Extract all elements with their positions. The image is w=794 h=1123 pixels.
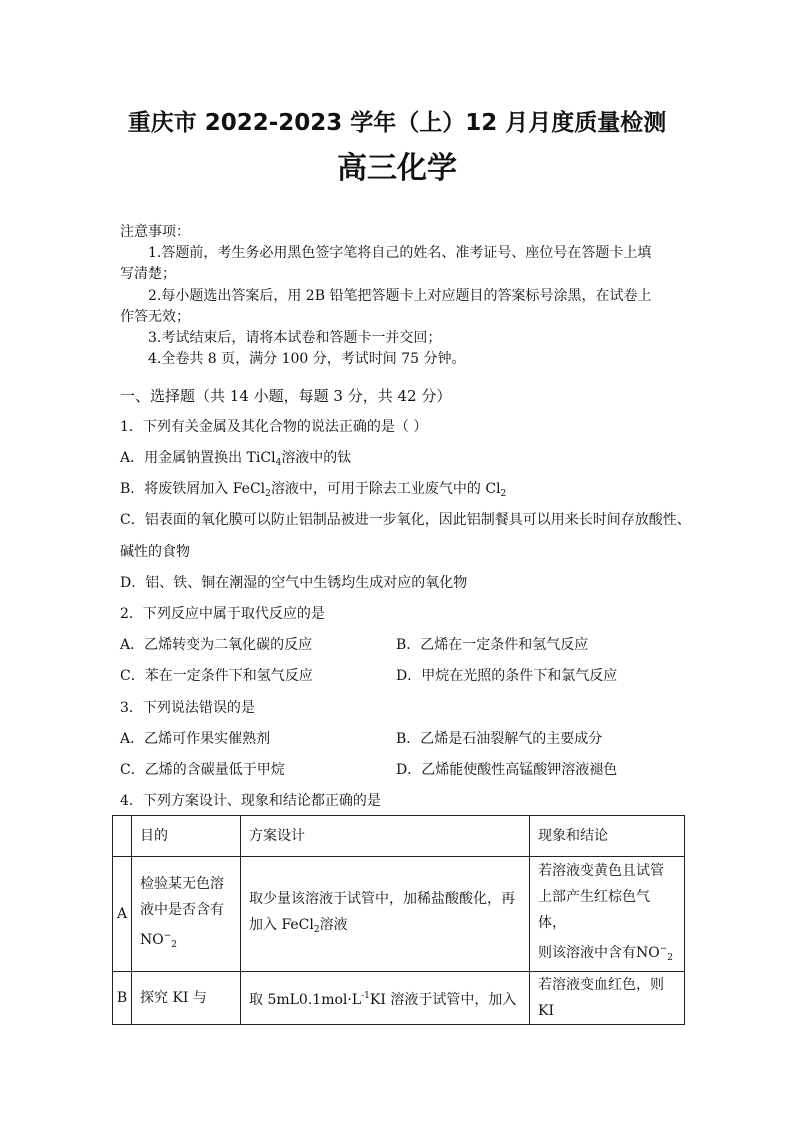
note-4: 4.全卷共 8 页，满分 100 分，考试时间 75 分钟。 <box>148 351 466 367</box>
q1-b-sub: 2 <box>265 489 271 499</box>
row-a-design-line1: 取少量该溶液于试管中，加稀盐酸酸化，再 <box>249 890 515 907</box>
result-ion: NO <box>636 944 660 961</box>
row-b-design <box>241 972 530 1025</box>
ion-formula: NO <box>140 931 164 948</box>
note-3: 3.考试结束后，请将本试卷和答题卡一并交回； <box>148 330 442 346</box>
exam-title: 重庆市 2022-2023 学年（上）12 月月度质量检测 <box>127 110 667 136</box>
design-sub: 2 <box>313 924 320 935</box>
ion-subscript: 2 <box>171 939 178 950</box>
q2-option-b: B．乙烯在一定条件和氢气反应 <box>396 637 589 653</box>
row-a-result-line3 <box>538 936 676 971</box>
note-1: 1.答题前，考生务必用黑色签字笔将自己的姓名、准考证号、座位号在答题卡上填 <box>148 245 652 261</box>
row-b-result: 若溶液变血红色，则 KI <box>530 972 685 1025</box>
row-label-b: B <box>113 972 132 1025</box>
note-2: 2.每小题选出答案后，用 2B 铅笔把答题卡上对应题目的答案标号涂黑，在试卷上 <box>148 288 652 304</box>
row-a-result-line1: 若溶液变黄色且试管 <box>538 862 664 879</box>
q1-a-post: 溶液中的钛 <box>281 450 352 466</box>
q3-option-a: A．乙烯可作果实催熟剂 <box>120 731 271 747</box>
q2-stem: 2．下列反应中属于取代反应的是 <box>120 606 325 622</box>
q3-option-c: C．乙烯的含碳量低于甲烷 <box>120 762 285 778</box>
q1-b-mid: 溶液中，可用于除去工业废气中的 Cl <box>270 481 501 497</box>
note-2-cont: 作答无效； <box>120 309 190 325</box>
note-1-cont: 写清楚； <box>120 266 176 282</box>
section-heading: 一、选择题（共 14 小题，每题 3 分，共 42 分） <box>120 387 452 405</box>
subject-title: 高三化学 <box>337 151 457 186</box>
header-cell-blank <box>113 816 132 857</box>
q2-option-a: A．乙烯转变为二氧化碳的反应 <box>120 637 313 653</box>
header-cell-result: 现象和结论 <box>530 816 685 857</box>
row-b-design-pre: 取 5mL0.1mol·L <box>249 992 362 1008</box>
row-a-design-line2 <box>249 912 521 943</box>
ion-charge: − <box>163 930 172 941</box>
result-text: 则该溶液中含有 <box>538 944 636 961</box>
result-ion-charge: − <box>659 943 668 954</box>
row-b-purpose: 探究 KI 与 <box>132 972 241 1025</box>
q1-option-d: D．铝、铁、铜在潮湿的空气中生锈均生成对应的氧化物 <box>120 575 468 591</box>
row-a-purpose <box>132 857 241 972</box>
table-row <box>113 857 685 972</box>
table-row <box>113 972 685 1025</box>
row-a-design <box>241 857 530 972</box>
q3-option-d: D．乙烯能使酸性高锰酸钾溶液褪色 <box>396 762 618 778</box>
q1-option-c-cont: 碱性的食物 <box>120 544 190 560</box>
q1-b-pre: B．将废铁屑加入 FeCl <box>120 481 266 497</box>
row-a-purpose-line1: 检验某无色溶 <box>140 875 224 892</box>
table-header-row <box>113 816 685 857</box>
row-label-a: A <box>113 857 132 972</box>
header-cell-design: 方案设计 <box>241 816 530 857</box>
q3-option-b: B．乙烯是石油裂解气的主要成分 <box>396 731 603 747</box>
row-a-purpose-line2: 液中是否含有 <box>140 901 224 918</box>
row-a-purpose-line3 <box>140 923 232 958</box>
design-pre: 加入 FeCl <box>249 916 314 933</box>
q3-stem: 3．下列说法错误的是 <box>120 700 255 716</box>
design-post: 溶液 <box>319 916 348 933</box>
q1-option-c: C．铝表面的氧化膜可以防止铝制品被进一步氧化，因此铝制餐具可以用来长时间存放酸性、 <box>120 512 691 528</box>
q1-option-a <box>120 447 351 468</box>
header-cell-purpose: 目的 <box>132 816 241 857</box>
q4-table <box>112 815 685 1025</box>
q1-a-pre: A．用金属钠置换出 TiCl <box>120 450 276 466</box>
notes-heading: 注意事项： <box>120 224 190 240</box>
q2-option-c: C．苯在一定条件下和氢气反应 <box>120 668 313 684</box>
row-b-design-post: KI 溶液于试管中，加入 <box>369 992 517 1008</box>
q1-stem: 1．下列有关金属及其化合物的说法正确的是（ ） <box>120 419 428 435</box>
q2-option-d: D．甲烷在光照的条件下和氯气反应 <box>396 668 618 684</box>
row-a-result-line2: 上部产生红棕色气体， <box>538 888 650 931</box>
row-a-result <box>530 857 685 972</box>
row-b-design-sup: -1 <box>361 991 370 1001</box>
result-ion-sub: 2 <box>667 952 674 963</box>
q1-a-sub: 4 <box>275 458 282 468</box>
q1-b-sub2: 2 <box>500 489 507 499</box>
q1-option-b <box>120 478 506 499</box>
q4-stem: 4．下列方案设计、现象和结论都正确的是 <box>120 793 381 809</box>
